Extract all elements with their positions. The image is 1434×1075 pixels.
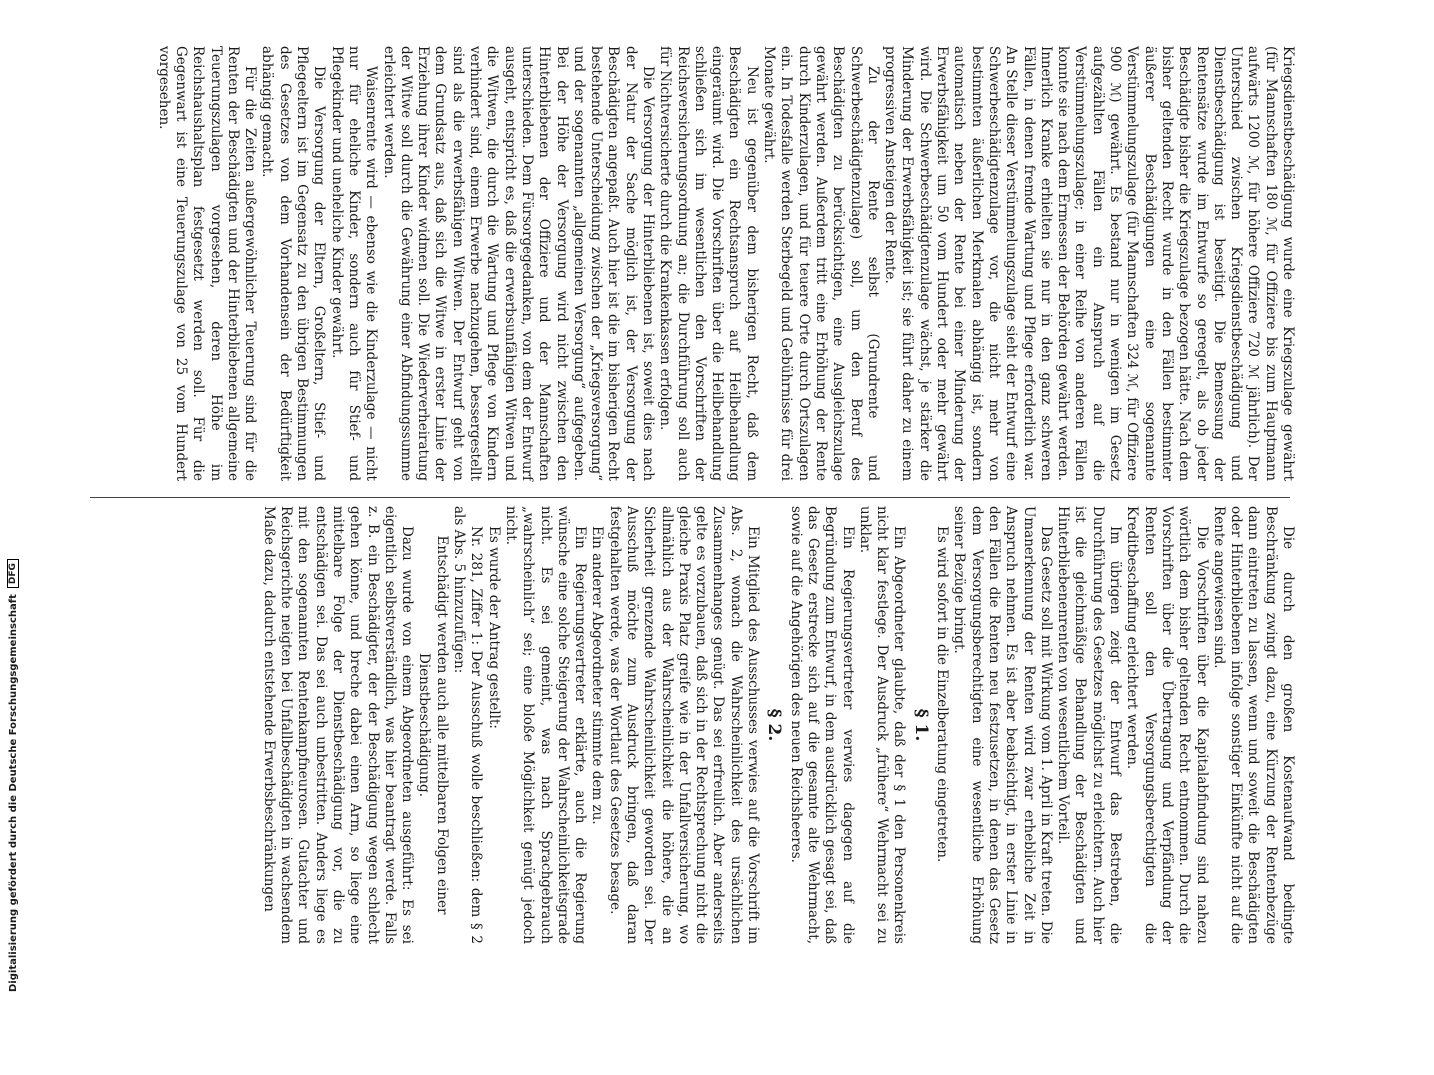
paragraph: Es wurde der Antrag gestellt: — [485, 526, 502, 729]
paragraph: Die Vorschriften über die Kapitalabfindung sind nahezu wörtlich dem bisher geltenden Recht entnommen. Durch die Vorschriften über die Übertragung und Verpfändung der Renten soll den Versorgungsberechtigten die Kreditbeschaffung erleichtert werden. — [1124, 506, 1210, 944]
digitization-credit — [4, 2, 22, 992]
paragraph: Die Versorgung der Eltern, Großeltern, Stief- und Pflegeeltern ist im Gegensatz zu den übrigen Bestimmungen des Gesetzes von dem Vorhandensein der Bedürftigkeit abhängig gemacht. — [259, 46, 328, 481]
paragraph: Die Versorgung der Hinterbliebenen ist, soweit dies nach der Natur der Sache möglich ist, der Versorgung der Beschädigten angepaßt. Auch hier ist die im bisherigen Recht bestehende Unterscheidung zwischen der „Kriegsversorgung“ und der sogenannten „allgemeinen Versorgung“ aufgegeben. Bei der Höhe der Versorgung wird nicht zwischen den Hinterbliebenen der Offiziere und der Mannschaften unterschieden. Dem Fürsorgegedanken, von dem der Entwurf ausgeht, entspricht es, daß die erwerbsunfähigen Witwen und die Witwen, die durch die Wartung und Pflege von Kindern verhindert sind, einem Erwerbe nachzugehen, bessergestellt sind als die erwerbsfähigen Witwen. Der Entwurf geht von dem Grundsatz aus, daß sich die Witwe in erster Linie der Erziehung ihrer Kinder widmen soll. Die Wiederverheiratung der Witwe soll durch die Gewährung einer Abfindungssumme erleichtert werden. — [380, 46, 657, 481]
dfg-logo: DFG — [7, 559, 19, 588]
section-heading: § 1. — [910, 708, 931, 742]
credit-text: Digitalisierung gefördert durch die Deutsche Forschungsgemeinschaft — [7, 594, 19, 992]
paragraph: Ein Regierungsvertreter verwies dagegen auf die Begründung zum Entwurf, in dem ausdrücklich gesagt sei, daß das Gesetz erstrecke sich auf die gesamte alte Wehrmacht, sowie auf die Angehörigen des neuen Reichsheeres. — [787, 506, 856, 944]
paragraph: Dazu wurde von einem Abgeordneten ausgeführt: Es sei eigentlich selbstverständlich, was hier beantragt werde. Falls z. B. ein Beschädigter, der der Beschädigung wegen schlecht gehen könne, und breche dabei einen Arm, so liege eine mittelbare Folge der Dienstbeschädigung vor, die zu entschädigen sei. Das sei auch unbestritten. Anders liege es mit den sogenannten Rentenkampfneurosen. Gutachter und Reichsgerichte neigten bei Unfallbeschädigten in wachsendem Maße dazu, dadurch entstehende Erwerbsbeschränkungen — [260, 506, 416, 944]
paragraph: Die durch den großen Kostenaufwand bedingte Beschränkung zwingt dazu, eine Kürzung der Rentenbezüge dann eintreten zu lassen, wenn und soweit die Beschädigten oder Hinterbliebenen infolge sonstiger Einkünfte nicht auf die Rente angewiesen sind. — [1210, 506, 1296, 944]
paragraph: Das Gesetz soll mit Wirkung vom 1. April in Kraft treten. Die Umanerkennung der Renten wird zwar erhebliche Zeit in Anspruch nehmen. Es ist aber beabsichtigt, in erster Linie in den Fällen die Renten neu festzusetzen, in denen das Gesetz dem Versorgungsberechtigten eine wesentliche Erhöhung seiner Bezüge bringt. — [951, 506, 1054, 944]
paragraph: Ein Regierungsvertreter erklärte, auch die Regierung wünsche eine solche Steigerung der Wahrscheinlichkeitsgrade nicht. Es sei gemeint, was nach Sprachgebrauch „wahrscheinlich“ sei; eine bloße Möglichkeit genügt jedoch nicht. — [502, 506, 589, 944]
motion-quote: Entschädigt werden auch alle mittelbaren Folgen einer Dienstbeschädigung. — [416, 535, 450, 915]
paragraph: Neu ist gegenüber dem bisherigen Recht, daß dem Beschädigten ein Rechtsanspruch auf Heilbehandlung eingeräumt wird. Die Vorschriften über die Heilbehandlung schließen sich im wesentlichen den Vorschriften der Reichsversicherungsordnung an; die Durchführung soll auch für Nichtversicherte durch die Krankenkassen erfolgen. — [657, 46, 760, 481]
paragraph: Im übrigen zeigt der Entwurf das Bestreben, die Durchführung des Gesetzes möglichst zu erleichtern. Auch hier ist die gleichmäßige Behandlung der Beschädigten und Hinterbliebenenrenten von wesentlichem Vorteil. — [1055, 506, 1124, 944]
motion: Nr. 281, Ziffer 1: Der Ausschuß wolle beschließen: dem § 2 als Abs. 5 hinzuzufügen: — [451, 506, 485, 944]
paragraph: Ein anderer Abgeordneter stimmte dem zu. — [589, 526, 606, 825]
paragraph: Ein Mitglied des Ausschusses verwies auf die Vorschrift im Abs. 2, wonach die Wahrscheinlichkeit des ursächlichen Zusammenhanges genügt. Das sei erfreulich. Aber anderseits gelte es vorzubauen, daß sich in der Rechtsprechung nicht die gleiche Praxis Platz greife wie in der Unfallversicherung, wo allmählich aus der Wahrscheinlichkeit die höhere, die an Sicherheit grenzende Wahrscheinlichkeit geworden sei. Der Ausschuß möchte zum Ausdruck bringen, daß daran festgehalten werde, was der Wortlaut des Gesetzes besage. — [606, 506, 762, 944]
column-divider — [90, 497, 1290, 498]
right-column — [91, 506, 1296, 944]
paragraph: Zu der Rente selbst (Grundrente und Schwerbeschädigtenzulage) soll, um den Beruf des Beschädigten zu berücksichtigen, eine Ausgleichszulage gewährt werden. Außerdem tritt eine Erhöhung der Rente durch Kinderzulagen, und für teuere Orte durch Ortszulagen ein. In Todesfalle werden Sterbegeld und Gebührnisse für drei Monate gewährt. — [761, 46, 881, 481]
paragraph: Ein Abgeordneter glaubte, daß der § 1 den Personenkreis nicht klar festlege. Der Ausdruck „frühere“ Wehrmacht sei zu unklar. — [856, 506, 908, 944]
paragraph: Für die Zeiten außergewöhnlicher Teuerung sind für die Renten der Beschädigten und der Hinterbliebenen allgemeine Teuerungszulagen vorgesehen, deren Höhe im Reichshaushaltsplan festgesetzt werden soll. Für die Gegenwart ist eine Teuerungszulage von 25 vom Hundert vorgesehen. — [155, 46, 259, 481]
paragraph: Kriegsdienstbeschädigung wurde eine Kriegszulage gewährt (für Mannschaften 180 ℳ, für Offiziere bis zum Hauptmann aufwärts 1200 ℳ, für höhere Offiziere 720 ℳ jährlich). Der Unterschied zwischen Kriegsdienstbeschädigung und Dienstbeschädigung ist beseitigt. Die Bemessung der Rentensätze wurde im Entwurfe so geregelt, als ob jeder Beschädigte bisher die Kriegszulage bezogen hätte. Nach dem bisher geltenden Recht wurde in den Fällen bestimmter äußerer Beschädigungen eine sogenannte Verstümmelungszulage (für Mannschaften 324 ℳ, für Offiziere 900 ℳ) gewährt. Es bestand nur in wenigen im Gesetz aufgezählten Fällen ein Anspruch auf die Verstümmelungszulage; in einer Reihe von anderen Fällen konnte sie nach dem Ermessen der Behörden gewährt werden. Innerlich Kranke erhielten sie nur in den ganz schweren Fällen, in denen fremde Wartung und Pflege erforderlich war. An Stelle dieser Verstümmelungszulage sieht der Entwurf eine Schwerbeschädigtenzulage vor, die nicht mehr von bestimmten äußerlichen Merkmalen abhängig ist, sondern automatisch neben der Rente bei einer Minderung der Erwerbsfähigkeit um 50 vom Hundert oder mehr gewährt wird. Die Schwerbeschädigtenzulage wächst, je stärker die Minderung der Erwerbsfähigkeit ist; sie führt daher zu einem progressiven Ansteigen der Rente. — [882, 46, 1296, 481]
paragraph: Es wird sofort in die Einzelberatung eingetreten. — [934, 526, 951, 863]
paragraph: Waisenrente wird — ebenso wie die Kinderzulage — nicht nur für eheliche Kinder, sondern auch für Stief- und Pflegekinder und uneheliche Kinder gewährt. — [328, 46, 380, 481]
section-heading: § 2. — [764, 708, 785, 742]
left-column — [91, 46, 1296, 481]
